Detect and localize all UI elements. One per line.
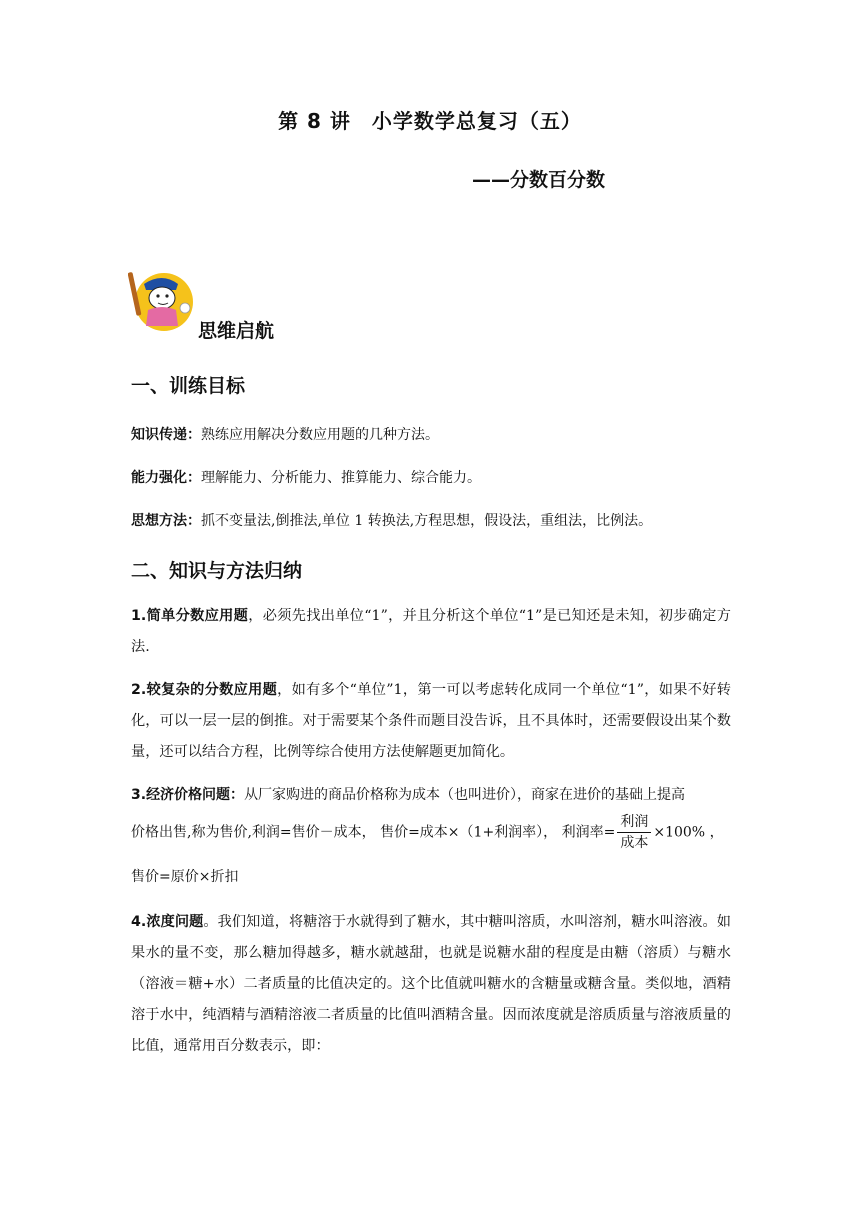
paragraph-text: ，必须先找出单位“1”，并且分析这个单位“1”是已知还是未知，初步确定方法. [131, 608, 731, 655]
paragraph-text: ，如有多个“单位”1，第一可以考虑转化成同一个单位“1”，如果不好转化，可以一层一层的倒推。对于需要某个条件而题目没告诉，且不具体时，还需要假设出某个数量，还可以结合方程，比例等综合使用方法使解题更加简化。 [131, 682, 731, 760]
method-paragraph-2 [131, 675, 731, 768]
goal-text: 熟练应用解决分数应用题的几种方法。 [201, 427, 439, 443]
fraction-numerator: 利润 [617, 812, 651, 833]
paragraph-bold-term: 经济价格问题： [146, 787, 245, 803]
page-subtitle: ——分数百分数 [472, 169, 606, 191]
baseball-cartoon-mascot-icon [128, 270, 196, 334]
paragraph-number: 3. [131, 787, 147, 803]
paragraph-text: 从厂家购进的商品价格称为成本（也叫进价），商家在进价的基础上提高 [244, 787, 686, 803]
paragraph-text: 。我们知道，将糖溶于水就得到了糖水，其中糖叫溶质，水叫溶剂，糖水叫溶液。如果水的量不变，那么糖加得越多，糖水就越甜，也就是说糖水甜的程度是由糖（溶质）与糖水（溶液＝糖+水）二者质量的比值决定的。这个比值就叫糖水的含糖量或糖含量。类似地，酒精溶于水中，纯酒精与酒精溶液二者质量的比值叫酒精含量。因而浓度就是溶质质量与溶液质量的比值，通常用百分数表示，即： [131, 914, 731, 1054]
goal-line [131, 424, 439, 444]
paragraph-bold-term: 浓度问题 [146, 914, 204, 930]
section-heading: 思维启航 [198, 320, 275, 342]
goal-text: 理解能力、分析能力、推算能力、综合能力。 [201, 470, 481, 486]
paragraph-text: 售价=原价×折扣 [131, 869, 239, 885]
method-paragraph-3-line-2 [131, 812, 724, 853]
goal-label: 思想方法： [131, 513, 201, 529]
method-paragraph-3-line-1 [131, 784, 685, 804]
page-title: 第 8 讲 小学数学总复习（五） [278, 109, 582, 133]
method-paragraph-3-line-3 [131, 866, 238, 886]
fraction-denominator: 成本 [620, 835, 649, 851]
goal-label: 知识传递： [131, 427, 201, 443]
goal-line [131, 467, 481, 487]
goal-text: 抓不变量法,倒推法,单位 1 转换法,方程思想，假设法，重组法，比例法。 [201, 513, 653, 529]
method-paragraph-1 [131, 601, 731, 663]
method-paragraph-4 [131, 907, 731, 1062]
paragraph-number: 1. [131, 608, 147, 624]
heading-methods: 二、知识与方法归纳 [131, 560, 303, 582]
paragraph-number: 2. [131, 682, 147, 698]
goal-label: 能力强化： [131, 470, 201, 486]
paragraph-text: ×100% ， [653, 824, 724, 841]
paragraph-text: 价格出售,称为售价,利润=售价－成本， 售价=成本×（1+利润率）， 利润率= [131, 824, 616, 841]
goal-line [131, 510, 652, 530]
heading-goals: 一、训练目标 [131, 375, 246, 397]
paragraph-bold-term: 较复杂的分数应用题 [146, 682, 278, 698]
paragraph-bold-term: 简单分数应用题 [146, 608, 249, 624]
paragraph-number: 4. [131, 914, 147, 930]
profit-rate-fraction [617, 812, 651, 853]
